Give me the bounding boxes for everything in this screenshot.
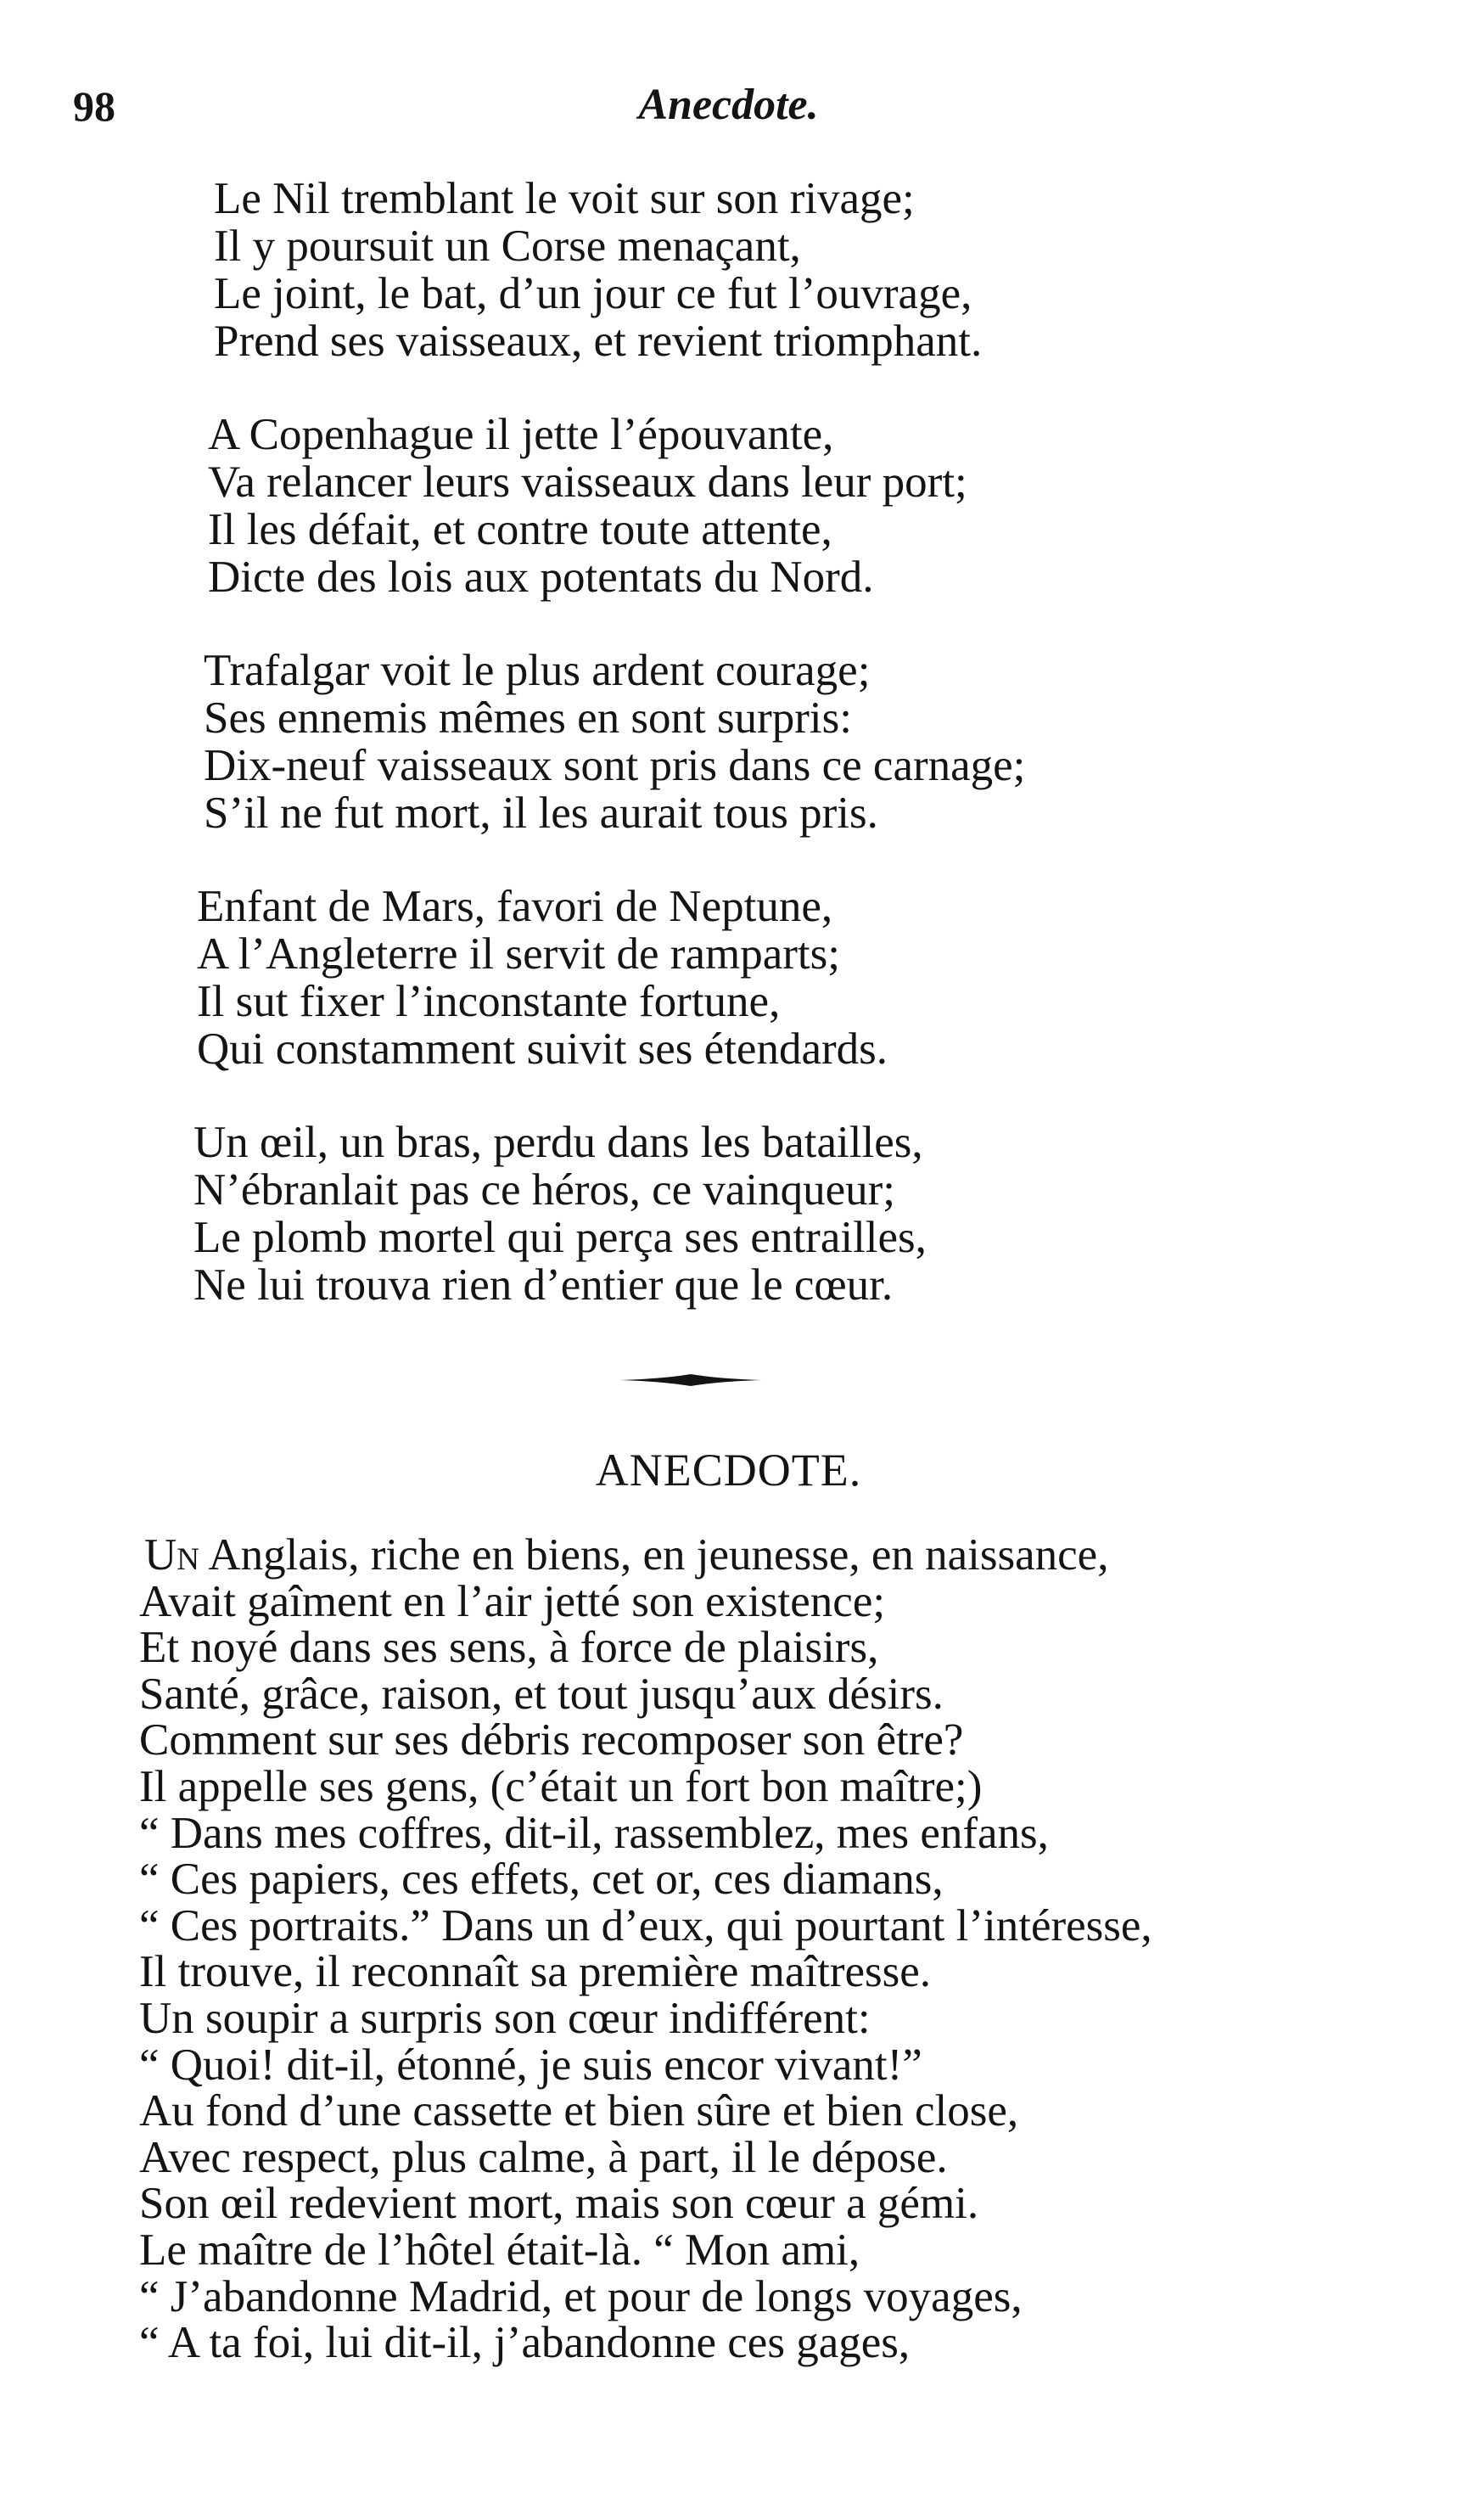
poem-line: “ Ces papiers, ces effets, cet or, ces diamans, (139, 1855, 944, 1905)
section-title: ANECDOTE. (595, 1445, 862, 1496)
verse-line: S’il ne fut mort, il les aurait tous pris. (204, 789, 878, 838)
poem-line: Santé, grâce, raison, et tout jusqu’aux désirs. (139, 1669, 944, 1719)
poem-line: “ Dans mes coffres, dit-il, rassemblez, mes enfans, (139, 1808, 1049, 1858)
stanza-3 (204, 647, 1025, 837)
verse-line: Il sut fixer l’inconstante fortune, (197, 977, 781, 1026)
verse-line: Dicte des lois aux potentats du Nord. (208, 553, 874, 602)
poem-line: “ A ta foi, lui dit-il, j’abandonne ces gages, (139, 2318, 911, 2368)
running-title: Anecdote. (638, 81, 819, 129)
poem-first-line-text: Anglais, riche en biens, en jeunesse, en naissance, (199, 1530, 1109, 1580)
verse-line: Qui constamment suivit ses étendards. (197, 1024, 888, 1074)
verse-line: Il les défait, et contre toute attente, (208, 505, 832, 554)
anecdote-poem (139, 1532, 1152, 2366)
poem-line: Et noyé dans ses sens, à force de plaisirs, (139, 1623, 879, 1673)
verse-line: A Copenhague il jette l’épouvante, (208, 410, 834, 459)
verse-line: Un œil, un bras, perdu dans les batailles, (193, 1118, 923, 1167)
poem-line: Un soupir a surpris son cœur indifférent: (139, 1993, 871, 2043)
section-divider-ornament (619, 1373, 762, 1387)
verse-line: N’ébranlait pas ce héros, ce vainqueur; (193, 1165, 896, 1215)
verse-line: Trafalgar voit le plus ardent courage; (204, 646, 871, 695)
poem-first-line (144, 1532, 1152, 1579)
verse-line: Enfant de Mars, favori de Neptune, (197, 882, 833, 931)
verse-line: Ses ennemis mêmes en sont surpris: (204, 693, 852, 743)
verse-line: Dix-neuf vaisseaux sont pris dans ce carnage; (204, 741, 1026, 790)
poem-line: “ J’abandonne Madrid, et pour de longs voyages, (139, 2271, 1023, 2321)
poem-line: “ Ces portraits.” Dans un d’eux, qui pourtant l’intéresse, (139, 1900, 1152, 1950)
stanza-2 (208, 411, 967, 601)
stanza-5 (193, 1119, 927, 1309)
poem-line: Il appelle ses gens, (c’était un fort bon maître;) (139, 1761, 983, 1811)
verse-line: A l’Angleterre il servit de ramparts; (197, 929, 840, 979)
verse-line: Le Nil tremblant le voit sur son rivage; (214, 174, 915, 223)
verse-line: Prend ses vaisseaux, et revient triomphant. (214, 317, 983, 366)
poem-line: Son œil redevient mort, mais son cœur a gémi. (139, 2179, 979, 2229)
poem-line: Comment sur ses débris recomposer son être? (139, 1715, 964, 1765)
verse-line: Va relancer leurs vaisseaux dans leur port; (208, 457, 967, 507)
poem-line: Il trouve, il reconnaît sa première maîtresse. (139, 1947, 932, 1997)
stanza-4 (197, 883, 888, 1073)
verse-line: Le plomb mortel qui perça ses entrailles, (193, 1213, 927, 1262)
verse-line: Il y poursuit un Corse menaçant, (214, 222, 801, 271)
poem-line: Au fond d’une cassette et bien sûre et bien close, (139, 2086, 1019, 2136)
poem-line: Le maître de l’hôtel était-là. “ Mon ami, (139, 2225, 860, 2275)
page-number: 98 (73, 82, 115, 130)
verse-line: Le joint, le bat, d’un jour ce fut l’ouvrage, (214, 269, 972, 318)
verse-line: Ne lui trouva rien d’entier que le cœur. (193, 1260, 894, 1310)
stanza-1 (214, 175, 982, 365)
drop-word: Un (144, 1530, 199, 1580)
poem-line: “ Quoi! dit-il, étonné, je suis encor vivant!” (139, 2040, 922, 2090)
poem-line: Avait gaîment en l’air jetté son existence; (139, 1576, 886, 1626)
poem-line: Avec respect, plus calme, à part, il le dépose. (139, 2132, 948, 2182)
